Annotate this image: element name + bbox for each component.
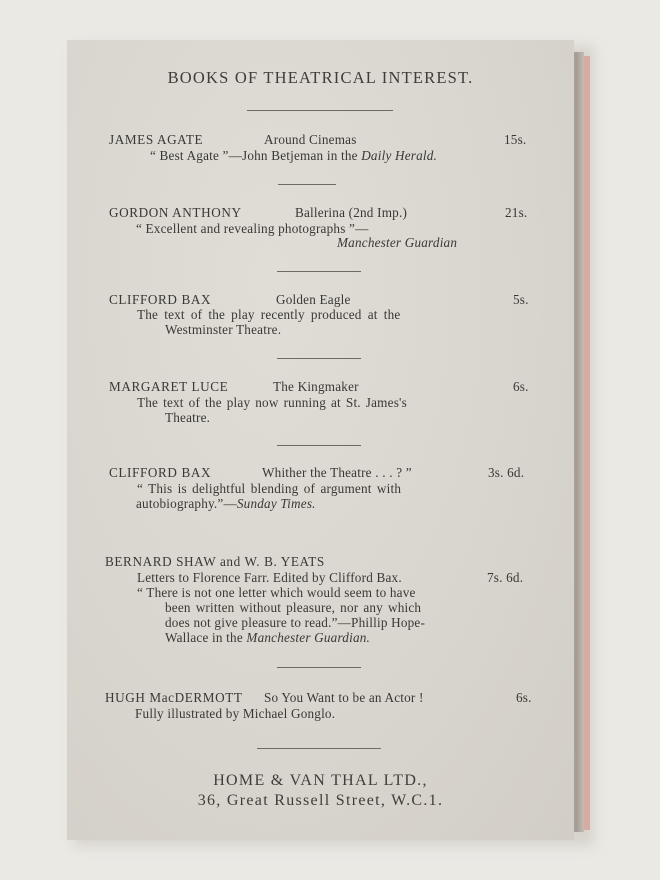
divider [247, 110, 393, 111]
entry-quote: “ There is not one letter which would seem to have [137, 585, 416, 600]
entry-quote: does not give pleasure to read.”—Phillip Hope- [165, 615, 426, 630]
entry-title: So You Want to be an Actor ! [264, 690, 424, 705]
divider [277, 358, 361, 359]
entry-title: Letters to Florence Farr. Edited by Clifford Bax. [137, 570, 402, 585]
entry-quote [150, 148, 437, 164]
spine-edge [584, 56, 590, 830]
cover-title: BOOKS OF THEATRICAL INTEREST. [167, 68, 474, 87]
entry-price: 21s. [505, 205, 528, 220]
entry-title: The Kingmaker [273, 379, 359, 394]
entry-author: CLIFFORD BAX [109, 292, 212, 307]
book-back-cover [67, 40, 574, 840]
entry-price: 6s. [516, 690, 532, 705]
divider [257, 748, 381, 749]
entry-author: CLIFFORD BAX [109, 465, 212, 480]
entry-description: Theatre. [165, 410, 211, 425]
entry-author: GORDON ANTHONY [109, 205, 242, 220]
entry-description: Westminster Theatre. [165, 322, 282, 337]
quote-source: Sunday Times. [236, 496, 316, 511]
quote-text: autobiography.”— [136, 496, 237, 511]
divider [277, 667, 361, 668]
quote-source: Daily Herald. [361, 148, 438, 163]
entry-author: HUGH MacDERMOTT [105, 690, 243, 705]
entry-title: Golden Eagle [276, 292, 351, 307]
entry-author: JAMES AGATE [109, 132, 204, 147]
entry-description: The text of the play recently produced at the [137, 307, 401, 322]
entry-title: Whither the Theatre . . . ? ” [262, 465, 412, 480]
quote-text: “ Best Agate ”—John Betjeman in the [150, 148, 362, 163]
entry-title: Around Cinemas [264, 132, 357, 147]
entry-quote: “ This is delightful blending of argument with [137, 481, 402, 496]
entry-price: 7s. 6d. [487, 570, 524, 585]
entry-description: Fully illustrated by Michael Gonglo. [135, 706, 336, 721]
publisher-address: 36, Great Russell Street, W.C.1. [197, 792, 444, 809]
entry-price: 15s. [504, 132, 527, 147]
entry-price: 3s. 6d. [488, 465, 525, 480]
entry-price: 5s. [513, 292, 529, 307]
entry-quote: “ Excellent and revealing photographs ”— [136, 221, 369, 236]
divider [277, 445, 361, 446]
entry-description: The text of the play now running at St. James's [137, 395, 407, 410]
quote-text: Wallace in the [165, 630, 247, 645]
entry-quote [165, 630, 370, 646]
entry-author: BERNARD SHAW and W. B. YEATS [105, 554, 325, 569]
quote-source: Manchester Guardian. [246, 630, 371, 645]
entry-quote [136, 496, 316, 512]
entry-title: Ballerina (2nd Imp.) [295, 205, 408, 220]
entry-price: 6s. [513, 379, 529, 394]
entry-quote: been written without pleasure, nor any which [165, 600, 422, 615]
divider [277, 271, 361, 272]
divider [278, 184, 336, 185]
publisher-name: HOME & VAN THAL LTD., [213, 772, 428, 789]
entry-author: MARGARET LUCE [109, 379, 229, 394]
quote-source: Manchester Guardian [337, 235, 458, 250]
